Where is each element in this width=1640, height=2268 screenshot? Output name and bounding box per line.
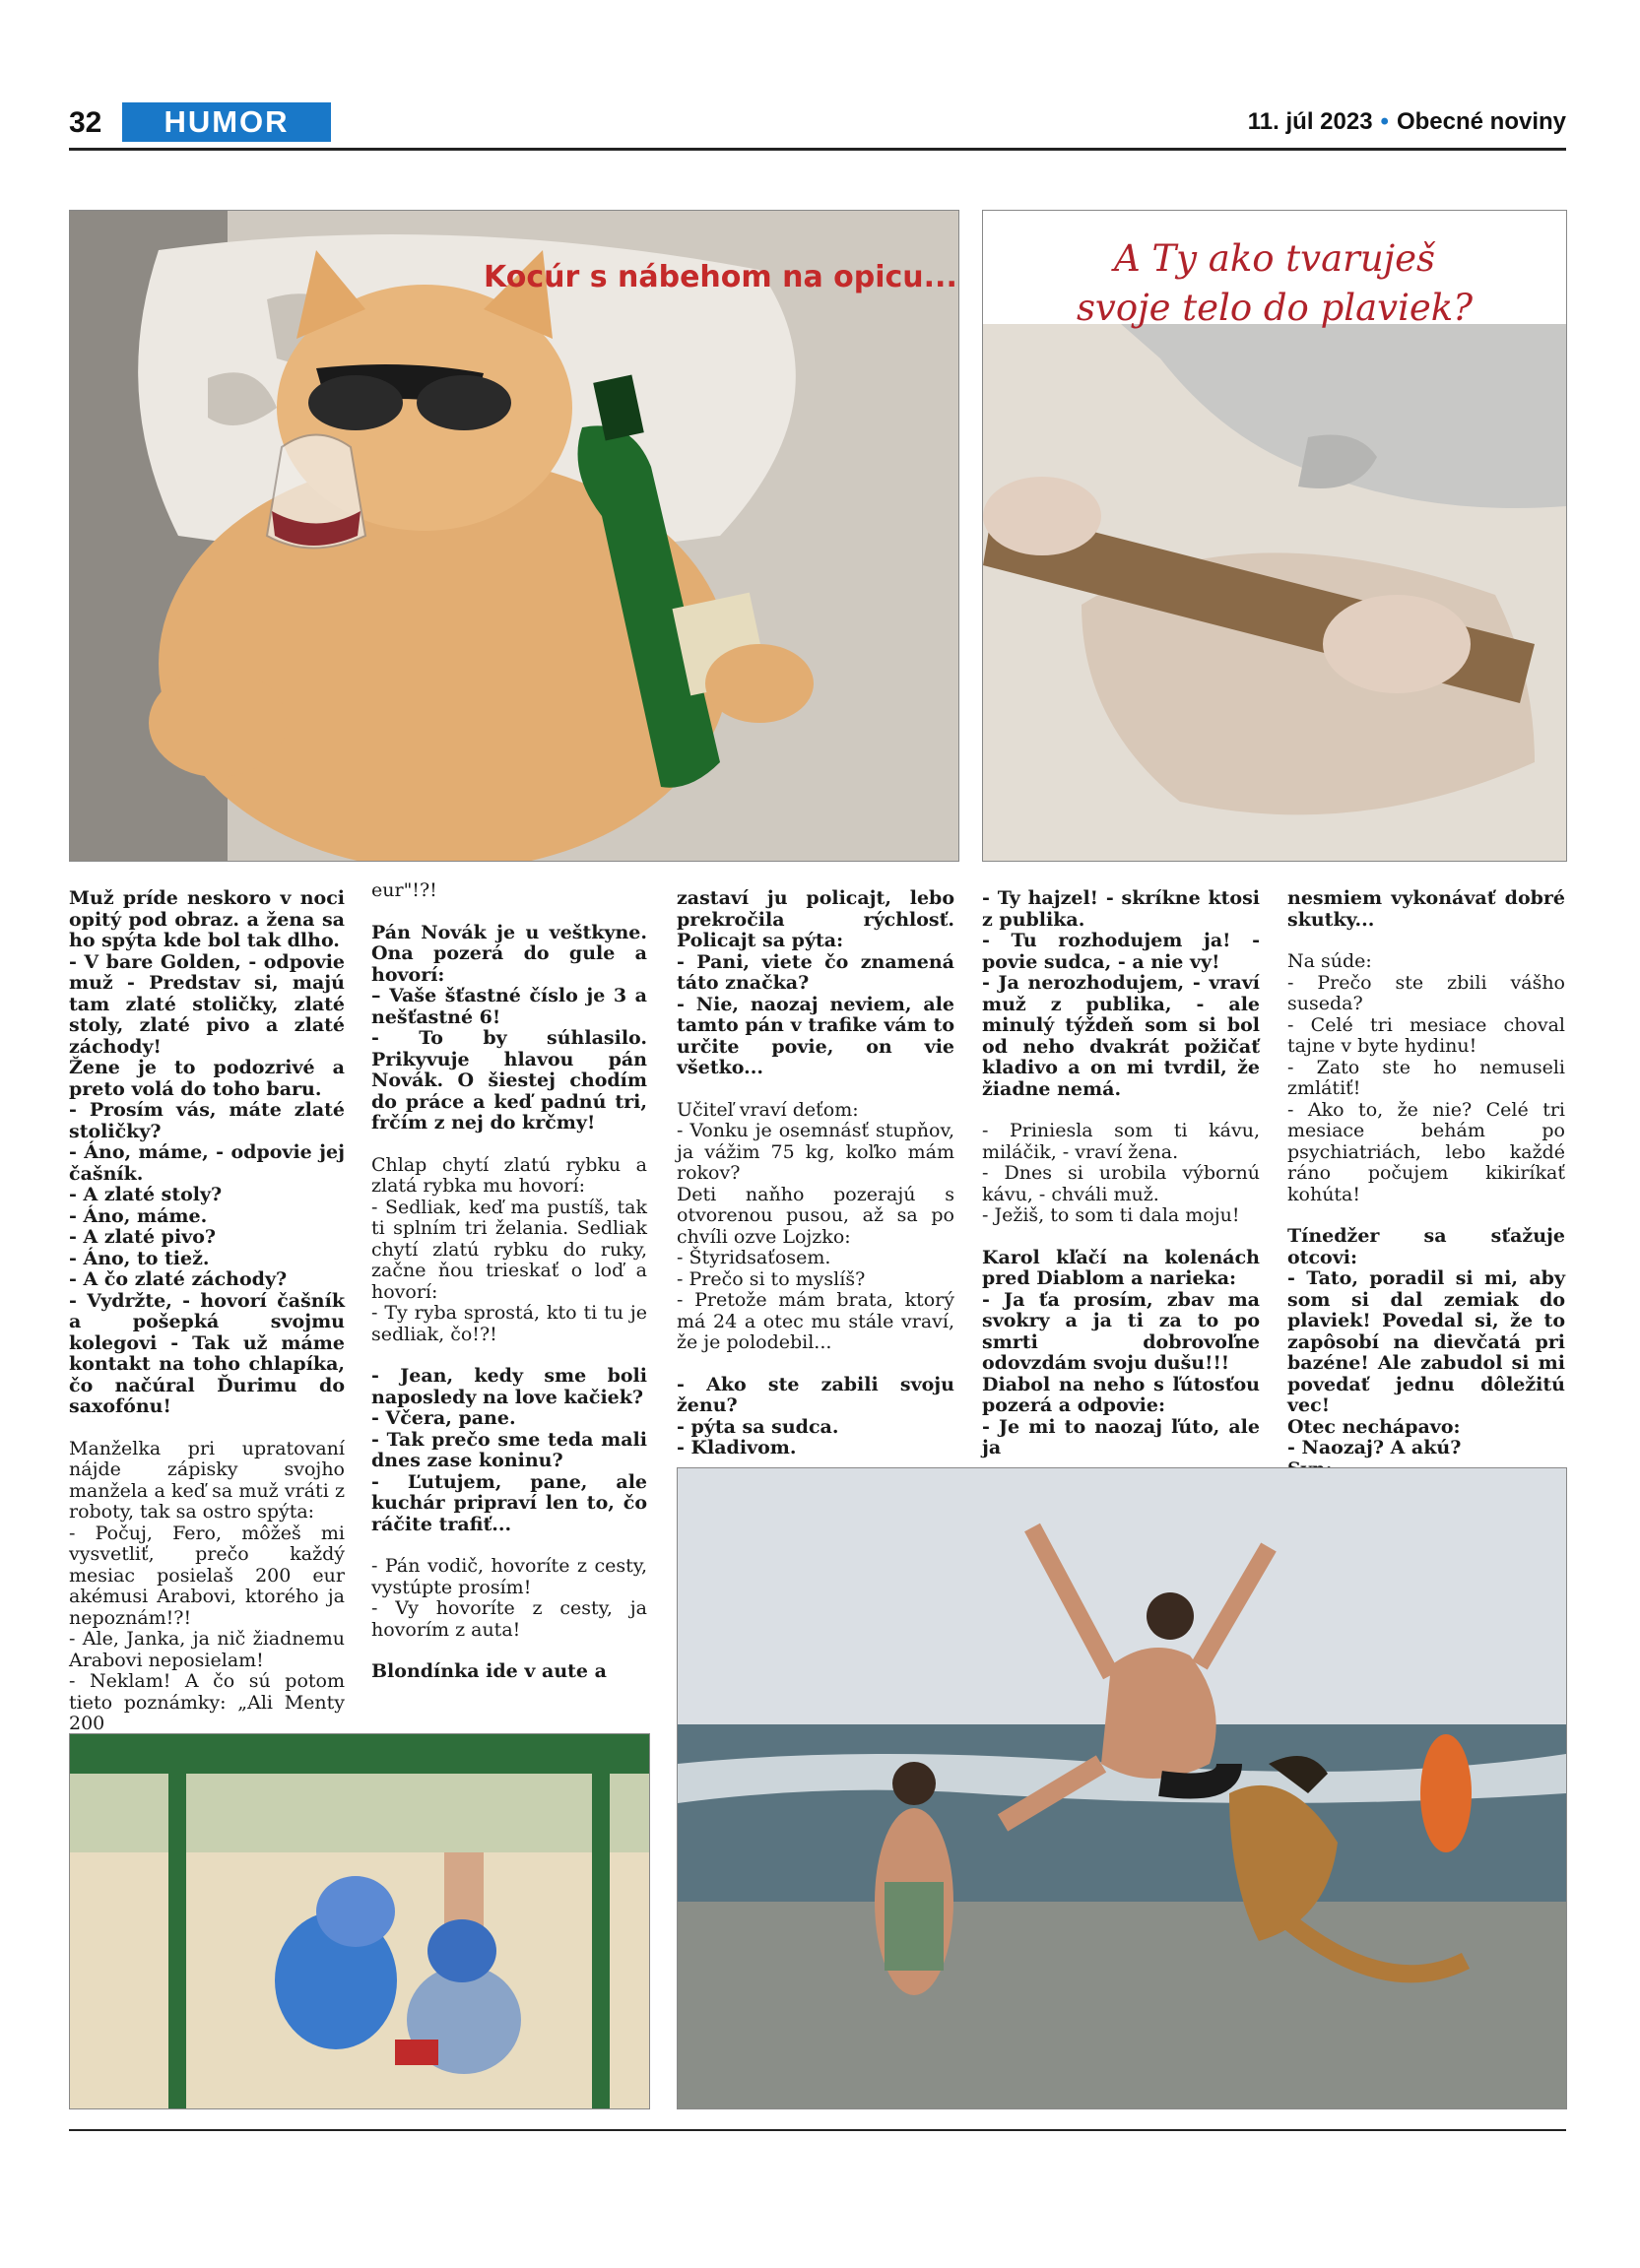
paragraph-gap xyxy=(371,1134,647,1155)
joke-paragraph: - Áno, máme, - odpovie jej čašník. xyxy=(69,1141,345,1185)
cat-illustration xyxy=(70,211,958,861)
joke-paragraph: - Ľutujem, pane, ale kuchár pripraví len to, čo ráčite trafiť... xyxy=(371,1470,647,1535)
joke-paragraph: - Celé tri mesiace choval tajne v byte hydinu! xyxy=(1287,1013,1565,1057)
joke-paragraph: - Naozaj? A akú? xyxy=(1287,1437,1462,1458)
joke-paragraph: Chlap chytí zlatú rybku a zlatá rybka mu hovorí: xyxy=(371,1153,647,1197)
paragraph-gap xyxy=(371,1641,647,1661)
joke-paragraph: - A zlaté stoly? xyxy=(69,1184,223,1205)
text-column-2 xyxy=(371,880,647,1683)
joke-paragraph: - Sedliak, keď ma pustíš, tak ti splním tri želania. Sedliak chytí zlatú rybku do ruky, začne ňou trieskať o loď a hovorí: xyxy=(371,1196,647,1303)
joke-paragraph: - Vydržte, - hovorí čašník a pošepká svojmu kolegovi - Tak už máme kontakt na toho chlapíka, čo načúral Ďurimu do saxofónu! xyxy=(69,1289,345,1417)
paragraph-gap xyxy=(371,902,647,923)
joke-paragraph: - Priniesla som ti kávu, miláčik, - vraví žena. xyxy=(982,1120,1260,1163)
joke-paragraph: - Ty ryba sprostá, kto ti tu je sedliak, čo!?! xyxy=(371,1302,647,1345)
joke-paragraph: Muž príde neskoro v noci opitý pod obraz. a žena sa ho spýta kde bol tak dlho. xyxy=(69,887,345,951)
joke-paragraph: - Prečo si to myslíš? xyxy=(677,1267,866,1290)
paragraph-gap xyxy=(371,1535,647,1556)
joke-paragraph: - Zato ste ho nemuseli zmlátiť! xyxy=(1287,1056,1565,1099)
page-number: 32 xyxy=(69,106,102,139)
separator-dot: • xyxy=(1380,108,1389,135)
joke-paragraph: - To by súhlasilo. Prikyvuje hlavou pán Novák. O šiestej chodím do práce a keď padnú tri, frčím z nej do krčmy! xyxy=(371,1027,647,1134)
joke-paragraph: – Vaše šťastné číslo je 3 a nešťastné 6! xyxy=(371,985,647,1028)
children-illustration xyxy=(70,1734,649,2108)
beach-dog-photo xyxy=(677,1467,1567,2109)
joke-paragraph: - Pán vodič, hovoríte z cesty, vystúpte prosím! xyxy=(371,1555,647,1598)
joke-paragraph: - Tu rozhodujem ja! - povie sudca, - a nie vy! xyxy=(982,930,1260,973)
joke-paragraph: - V bare Golden, - odpovie muž - Predstav si, majú tam zlaté stoličky, zlaté stoly, zlaté pivo a zlaté záchody! xyxy=(69,950,345,1058)
joke-paragraph: - Nie, naozaj neviem, ale tamto pán v trafike vám to určite povie, on vie všetko... xyxy=(677,993,954,1078)
beach-illustration xyxy=(678,1468,1566,2108)
joke-paragraph: - A čo zlaté záchody? xyxy=(69,1268,288,1290)
joke-paragraph: Blondínka ide v aute a xyxy=(371,1660,607,1682)
joke-paragraph: Na súde: xyxy=(1287,950,1372,972)
joke-paragraph: - Prečo ste zbili vášho suseda? xyxy=(1287,971,1565,1014)
joke-paragraph: - Ježiš, to som ti dala moju! xyxy=(982,1204,1240,1226)
joke-paragraph: - Vonku je osemnásť stupňov, ja vážim 75 kg, koľko mám rokov? xyxy=(677,1120,954,1184)
joke-paragraph: - Tak prečo sme teda mali dnes zase koninu? xyxy=(371,1428,647,1471)
joke-paragraph: Žene je to podozrivé a preto volá do toho baru. xyxy=(69,1057,345,1100)
joke-paragraph: - Jean, kedy sme boli naposledy na love kačiek? xyxy=(371,1365,647,1408)
joke-paragraph: Manželka pri upratovaní nájde zápisky svojho manžela a keď sa muž vráti z roboty, tak sa ostro spýta: xyxy=(69,1437,345,1523)
page-header xyxy=(69,102,1566,146)
text-column-1 xyxy=(69,888,345,1735)
joke-paragraph: - Ako to, že nie? Celé tri mesiace behám po psychiatriách, lebo každé ráno počujem kikiríkať kohúta! xyxy=(1287,1098,1565,1205)
text-column-4 xyxy=(982,888,1260,1459)
joke-paragraph: Karol kľačí na kolenách pred Diablom a narieka: xyxy=(982,1246,1260,1289)
masthead-info xyxy=(1248,108,1566,136)
joke-paragraph: Učiteľ vraví deťom: xyxy=(677,1098,859,1121)
joke-paragraph: eur"!?! xyxy=(371,879,437,901)
joke-paragraph: - Tato, poradil si mi, aby som si dal zemiak do plaviek! Povedal si, že to zapôsobí na dievčatá pri bazéne! Ale zabudol si mi povedať jednu dôležitú vec! xyxy=(1287,1267,1565,1416)
paragraph-gap xyxy=(982,1100,1260,1121)
paragraph-gap xyxy=(677,1079,954,1100)
joke-paragraph: Tínedžer sa sťažuje otcovi: xyxy=(1287,1225,1565,1268)
joke-paragraph: Deti naňho pozerajú s otvorenou pusou, až sa po chvíli ozve Lojzko: xyxy=(677,1183,954,1248)
joke-paragraph: - Počuj, Fero, môžeš mi vysvetliť, prečo každý mesiac posielaš 200 eur akémusi Arabovi, ktorého ja nepoznám!?! xyxy=(69,1522,345,1629)
joke-paragraph: - Vy hovoríte z cesty, ja hovorím z auta! xyxy=(371,1597,647,1641)
joke-paragraph: - Pretože mám brata, ktorý má 24 a otec mu stále vraví, že je polodebil... xyxy=(677,1289,954,1353)
joke-paragraph: Diabol na neho s ľútosťou pozerá a odpovie: xyxy=(982,1373,1260,1416)
joke-paragraph: zastaví ju policajt, lebo prekročila rýchlosť. Policajt sa pýta: xyxy=(677,887,954,951)
joke-paragraph: Otec nechápavo: xyxy=(1287,1415,1461,1438)
footer-rule xyxy=(69,2129,1566,2131)
children-sandbox-photo xyxy=(69,1733,650,2109)
swimsuit-caption-line-1: A Ty ako tvaruješ xyxy=(1113,237,1436,280)
joke-paragraph: - Ty hajzel! - skríkne ktosi z publika. xyxy=(982,887,1260,931)
swimsuit-caption-line-2: svoje telo do plaviek? xyxy=(1076,287,1474,329)
paragraph-gap xyxy=(982,1227,1260,1248)
swimsuit-photo xyxy=(982,210,1567,862)
issue-date: 11. júl 2023 xyxy=(1247,108,1373,135)
header-rule xyxy=(69,148,1566,151)
swimsuit-caption xyxy=(983,234,1566,333)
joke-paragraph: - Áno, máme. xyxy=(69,1204,208,1227)
paragraph-gap xyxy=(1287,1205,1565,1226)
joke-paragraph: - Štyridsaťosem. xyxy=(677,1247,831,1268)
joke-paragraph: - Včera, pane. xyxy=(371,1407,516,1429)
joke-paragraph: - Ja nerozhodujem, - vraví muž z publika, - ale minulý týždeň som si bol od neho dvakrát požičať kladivo a on mi tvrdil, že žiadne nemá. xyxy=(982,972,1260,1100)
joke-paragraph: - Ale, Janka, ja nič žiadnemu Arabovi neposielam! xyxy=(69,1628,345,1671)
text-column-5 xyxy=(1287,888,1565,1523)
joke-paragraph: - Prosím vás, máte zlaté stoličky? xyxy=(69,1099,345,1142)
joke-paragraph: - A zlaté pivo? xyxy=(69,1226,217,1248)
joke-paragraph: - Je mi to naozaj ľúto, ale ja xyxy=(982,1415,1260,1458)
joke-paragraph: - Kladivom. xyxy=(677,1437,797,1458)
joke-paragraph: - Dnes si urobila výbornú kávu, - chváli muž. xyxy=(982,1162,1260,1205)
paragraph-gap xyxy=(1287,931,1565,951)
paragraph-gap xyxy=(677,1354,954,1375)
paragraph-gap xyxy=(371,1345,647,1366)
text-column-3 xyxy=(677,888,954,1459)
joke-paragraph: - Pani, viete čo znamená táto značka? xyxy=(677,950,954,994)
joke-paragraph: nesmiem vykonávať dobré skutky... xyxy=(1287,887,1565,931)
joke-paragraph: - Neklam! A čo sú potom tieto poznámky: „Ali Menty 200 xyxy=(69,1670,345,1734)
cat-photo xyxy=(69,210,959,862)
cat-caption: Kocúr s nábehom na opicu... xyxy=(484,260,957,294)
joke-paragraph: - Áno, to tiež. xyxy=(69,1247,210,1269)
paragraph-gap xyxy=(69,1418,345,1439)
section-tag: HUMOR xyxy=(122,102,331,142)
joke-paragraph: - pýta sa sudca. xyxy=(677,1415,839,1438)
joke-paragraph: Pán Novák je u veštkyne. Ona pozerá do gule a hovorí: xyxy=(371,921,647,986)
publication-name: Obecné noviny xyxy=(1396,108,1566,135)
joke-paragraph: - Ako ste zabili svoju ženu? xyxy=(677,1373,954,1416)
joke-paragraph: - Ja ťa prosím, zbav ma svokry a ja ti za to po smrti dobrovoľne odovzdám svoju dušu!!! xyxy=(982,1288,1260,1374)
